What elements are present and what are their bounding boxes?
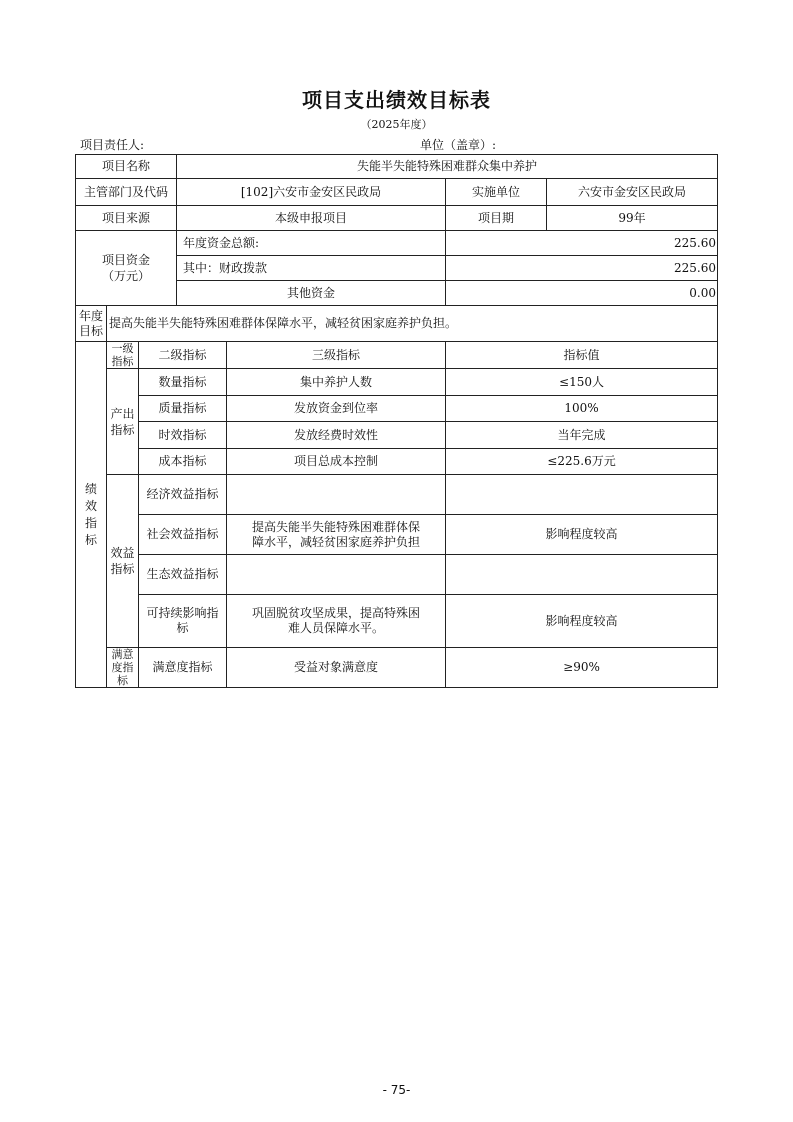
perf-l3: 提高失能半失能特殊困难群体保障水平，减轻贫困家庭养护负担 [227, 515, 446, 555]
impl-value: 六安市金安区民政局 [547, 179, 718, 206]
perf-l3: 发放经费时效性 [227, 422, 446, 449]
performance-target-table [75, 154, 718, 688]
funds-other-label: 其他资金 [177, 281, 446, 306]
perf-l3 [227, 475, 446, 515]
perf-value: ≥90% [446, 648, 718, 688]
perf-value [446, 475, 718, 515]
perf-l3: 项目总成本控制 [227, 449, 446, 475]
funds-fiscal-value: 225.60 [446, 256, 718, 281]
responsible-person-label: 项目责任人: [80, 138, 145, 152]
perf-l2: 质量指标 [139, 396, 227, 422]
perf-header-value: 指标值 [446, 342, 718, 369]
perf-value: 影响程度较高 [446, 595, 718, 648]
funds-label: 项目资金（万元） [76, 231, 177, 306]
perf-label: 绩效指标 [76, 342, 107, 688]
perf-value: 当年完成 [446, 422, 718, 449]
perf-value: ≤225.6万元 [446, 449, 718, 475]
source-label: 项目来源 [76, 206, 177, 231]
dept-label: 主管部门及代码 [76, 179, 177, 206]
perf-value: ≤150人 [446, 369, 718, 396]
fiscal-year: （2025年度） [360, 118, 433, 131]
project-name: 失能半失能特殊困难群众集中养护 [177, 155, 718, 179]
perf-header-l3: 三级指标 [227, 342, 446, 369]
project-name-label: 项目名称 [76, 155, 177, 179]
output-indicator-label: 产出指标 [107, 369, 139, 475]
perf-header-l2: 二级指标 [139, 342, 227, 369]
goal-label: 年度目标 [76, 306, 107, 342]
perf-l2: 数量指标 [139, 369, 227, 396]
perf-l3 [227, 555, 446, 595]
funds-fiscal-label: 其中：财政拨款 [177, 256, 446, 281]
dept-value: [102]六安市金安区民政局 [177, 179, 446, 206]
perf-l2: 满意度指标 [139, 648, 227, 688]
perf-l3: 发放资金到位率 [227, 396, 446, 422]
perf-value: 100% [446, 396, 718, 422]
perf-l2: 时效指标 [139, 422, 227, 449]
period-value: 99年 [547, 206, 718, 231]
source-value: 本级申报项目 [177, 206, 446, 231]
page-title: 项目支出绩效目标表 [302, 88, 491, 112]
impl-label: 实施单位 [446, 179, 547, 206]
perf-l3: 受益对象满意度 [227, 648, 446, 688]
funds-other-value: 0.00 [446, 281, 718, 306]
perf-value [446, 555, 718, 595]
perf-l3: 巩固脱贫攻坚成果，提高特殊困难人员保障水平。 [227, 595, 446, 648]
perf-l2: 经济效益指标 [139, 475, 227, 515]
goal-text: 提高失能半失能特殊困难群体保障水平，减轻贫困家庭养护负担。 [107, 306, 718, 342]
unit-seal-label: 单位（盖章）: [420, 138, 497, 152]
perf-l2: 生态效益指标 [139, 555, 227, 595]
period-label: 项目期 [446, 206, 547, 231]
perf-value: 影响程度较高 [446, 515, 718, 555]
perf-l3: 集中养护人数 [227, 369, 446, 396]
funds-total-value: 225.60 [446, 231, 718, 256]
page-number: - 75- [382, 1083, 411, 1097]
perf-header-l1: 一级指标 [107, 342, 139, 369]
benefit-indicator-label: 效益指标 [107, 475, 139, 648]
perf-l2: 社会效益指标 [139, 515, 227, 555]
perf-l2: 成本指标 [139, 449, 227, 475]
perf-l2: 可持续影响指标 [139, 595, 227, 648]
funds-total-label: 年度资金总额: [177, 231, 446, 256]
satisfaction-indicator-label: 满意度指标 [107, 648, 139, 688]
